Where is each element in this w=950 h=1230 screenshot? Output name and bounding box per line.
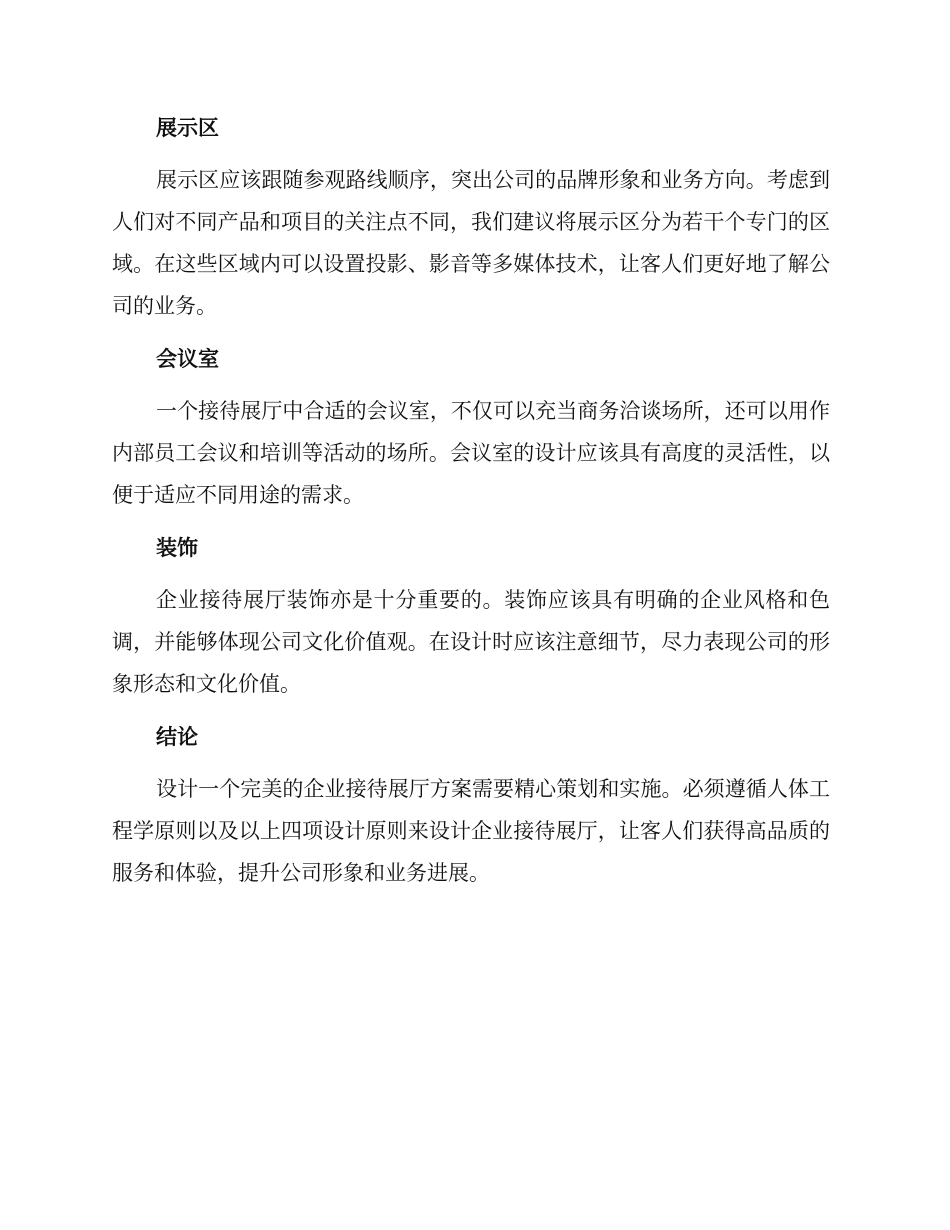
section-decoration [112,528,830,705]
section-paragraph: 企业接待展厅装饰亦是十分重要的。装饰应该具有明确的企业风格和色调，并能够体现公司文化价值观。在设计时应该注意细节，尽力表现公司的形象形态和文化价值。 [112,588,830,696]
section-meeting-room [112,339,830,516]
section-heading: 结论 [156,725,198,749]
document-page [112,108,830,906]
section-conclusion [112,717,830,894]
section-paragraph: 一个接待展厅中合适的会议室，不仅可以充当商务洽谈场所，还可以用作内部员工会议和培训等活动的场所。会议室的设计应该具有高度的灵活性，以便于适应不同用途的需求。 [112,399,830,507]
section-exhibition-area [112,108,830,327]
section-heading: 装饰 [156,536,198,560]
section-paragraph: 设计一个完美的企业接待展厅方案需要精心策划和实施。必须遵循人体工程学原则以及以上四项设计原则来设计企业接待展厅，让客人们获得高品质的服务和体验，提升公司形象和业务进展。 [112,777,830,885]
section-heading: 展示区 [156,116,219,140]
section-heading: 会议室 [156,347,219,371]
section-paragraph: 展示区应该跟随参观路线顺序，突出公司的品牌形象和业务方向。考虑到人们对不同产品和项目的关注点不同，我们建议将展示区分为若干个专门的区域。在这些区域内可以设置投影、影音等多媒体技术，让客人们更好地了解公司的业务。 [112,168,830,318]
